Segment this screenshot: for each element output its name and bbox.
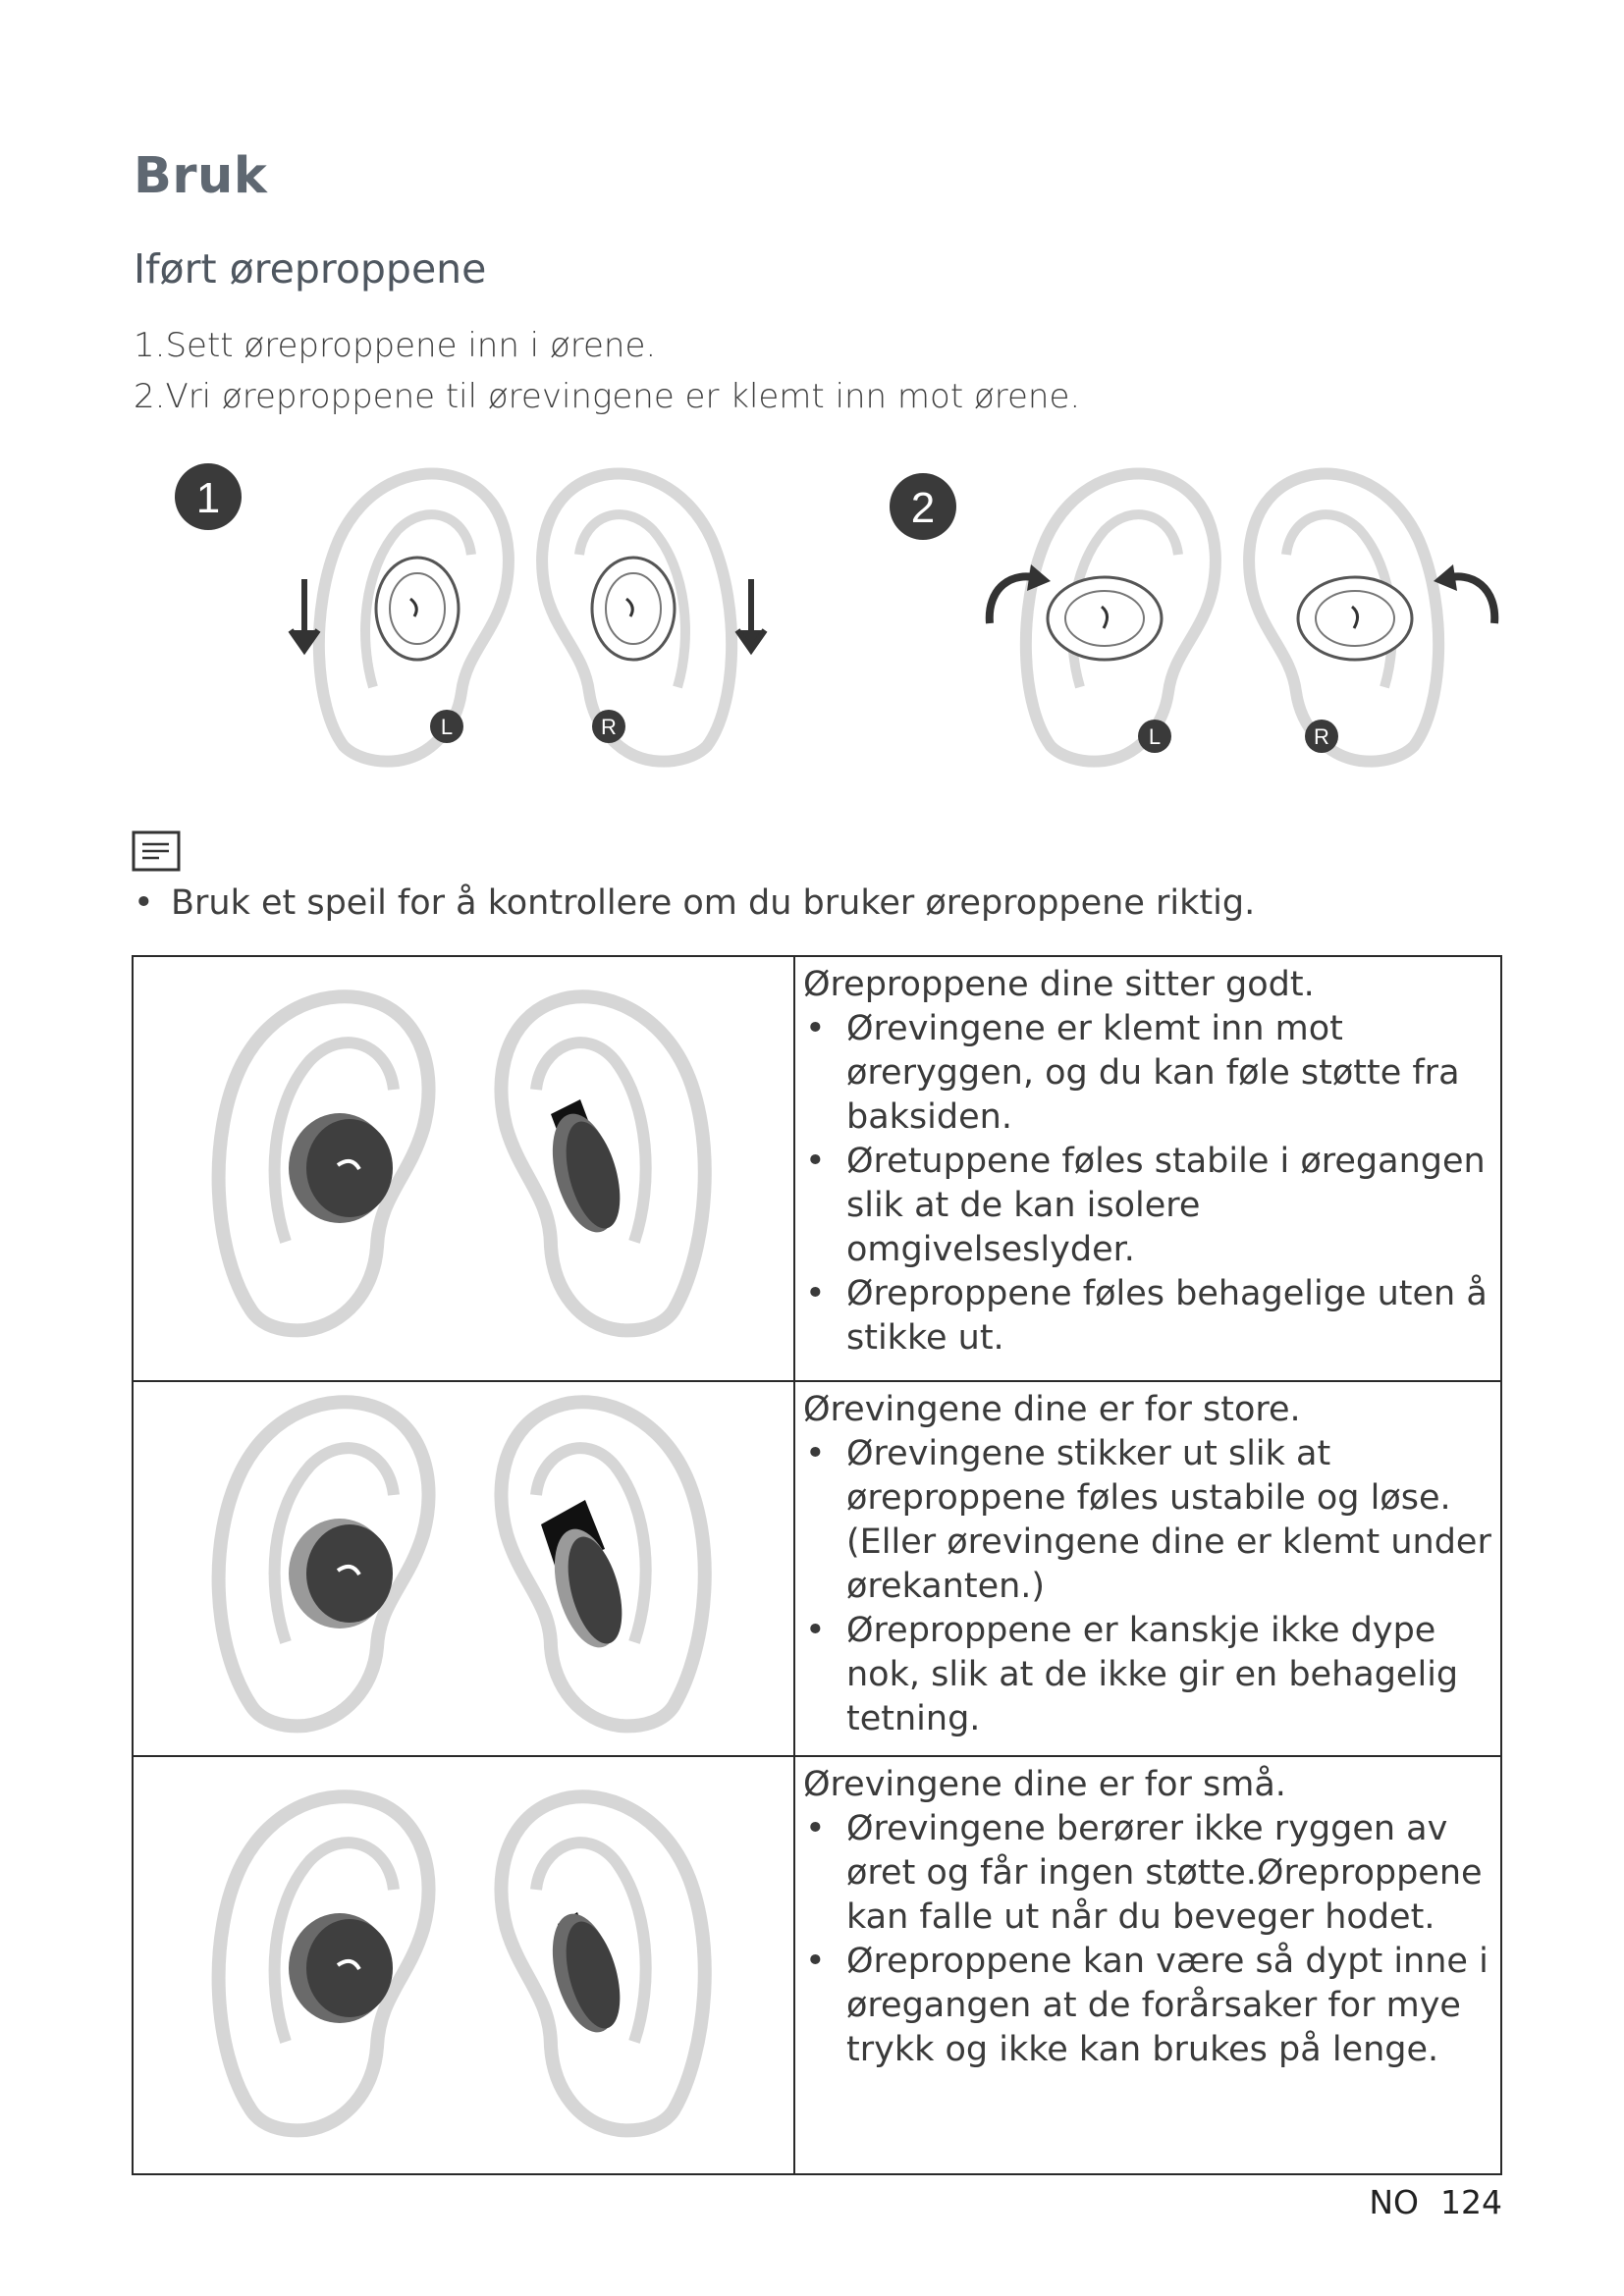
list-item: • Ørevingene berører ikke ryggen av øret og får ingen støtte.Øreproppene kan falle ut når du beveger hodet. [803, 1807, 1496, 1940]
fit-table [132, 955, 1502, 2175]
step-1: 1.Sett øreproppene inn i ørene. [134, 326, 657, 365]
svg-text:1: 1 [195, 474, 221, 522]
section-title: Iført øreproppene [134, 245, 487, 293]
ear-fit-good-icon [134, 957, 793, 1374]
list-item: • Ørevingene er klemt inn mot øreryggen, og du kan føle støtte fra baksiden. [803, 1007, 1496, 1140]
language-code: NO [1369, 2183, 1419, 2221]
fit-too-small-title: Ørevingene dine er for små. [803, 1765, 1286, 1804]
table-row [133, 1756, 1501, 2174]
svg-text:L: L [1148, 724, 1162, 749]
note-text: Bruk et speil for å kontrollere om du bruker øreproppene riktig. [171, 883, 1256, 923]
svg-text:R: R [1314, 724, 1329, 749]
step-2-badge [890, 473, 956, 540]
list-item: • Øreproppene føles behagelige uten å stikke ut. [803, 1272, 1496, 1361]
fit-too-large-description [794, 1381, 1501, 1756]
svg-text:R: R [601, 715, 617, 739]
list-item: • Øreproppene er kanskje ikke dype nok, slik at de ikke gir en behagelig tetning. [803, 1609, 1496, 1741]
page-number: 124 [1440, 2183, 1502, 2221]
fit-good-description [794, 956, 1501, 1381]
list-item: • Ørevingene stikker ut slik at øreproppene føles ustabile og løse. (Eller ørevingene dine er klemt under ørekanten.) [803, 1432, 1496, 1609]
fit-too-large-illustration [133, 1381, 794, 1756]
table-row [133, 1381, 1501, 1756]
svg-text:2: 2 [910, 484, 936, 532]
list-item: • Øretuppene føles stabile i øregangen slik at de kan isolere omgivelseslyder. [803, 1140, 1496, 1272]
ear-right-step1-icon [542, 474, 731, 762]
label-right-badge [592, 710, 625, 743]
label-left-badge [1138, 720, 1171, 753]
fit-good-title: Øreproppene dine sitter godt. [803, 965, 1315, 1004]
ear-left-step2-icon [1026, 474, 1216, 762]
note-icon [132, 830, 181, 872]
ear-fit-too-large-icon [134, 1382, 793, 1749]
ear-fit-too-small-icon [134, 1757, 793, 2167]
arrow-down-icon [737, 579, 765, 650]
ear-right-step2-icon [1249, 474, 1438, 762]
table-row [133, 956, 1501, 1381]
svg-text:L: L [440, 715, 454, 739]
page-footer [1347, 2183, 1502, 2221]
ear-left-step1-icon [319, 474, 509, 762]
arrow-down-icon [291, 579, 318, 650]
step-2: 2.Vri øreproppene til ørevingene er klemt inn mot ørene. [134, 377, 1081, 416]
page-title: Bruk [134, 147, 268, 205]
note-bullet: • Bruk et speil for å kontrollere om du bruker øreproppene riktig. [134, 883, 1256, 923]
fit-too-small-illustration [133, 1756, 794, 2174]
fit-too-small-description [794, 1756, 1501, 2174]
label-left-badge [430, 710, 463, 743]
wearing-illustration [167, 442, 1522, 775]
label-right-badge [1305, 720, 1338, 753]
step-1-badge [175, 463, 242, 530]
fit-good-illustration [133, 956, 794, 1381]
fit-too-large-title: Ørevingene dine er for store. [803, 1390, 1301, 1429]
list-item: • Øreproppene kan være så dypt inne i øregangen at de forårsaker for mye trykk og ikke kan brukes på lenge. [803, 1940, 1496, 2072]
